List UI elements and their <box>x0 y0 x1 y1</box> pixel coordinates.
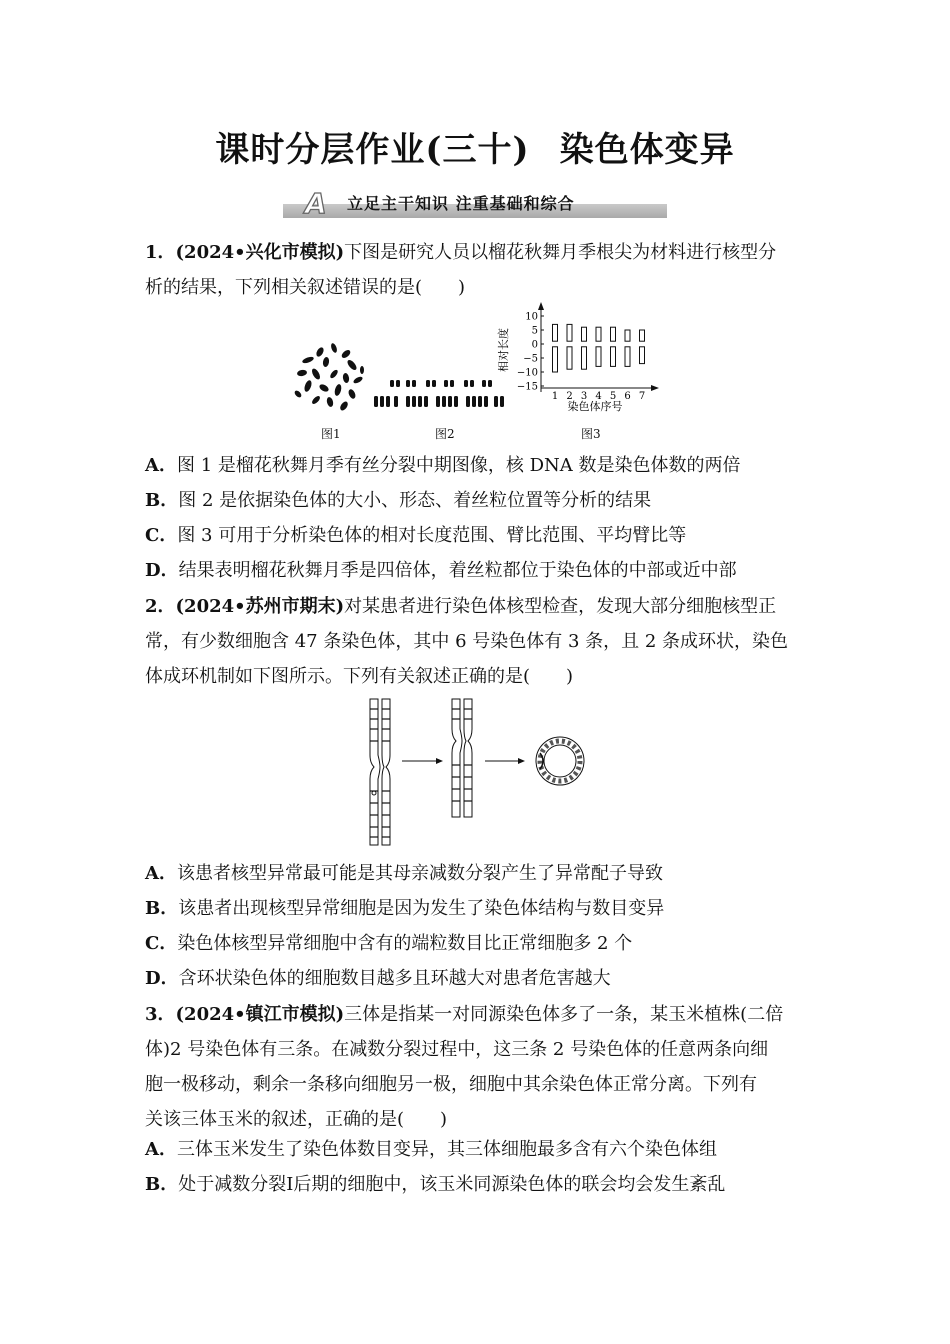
option-text: 含环状染色体的细胞数目越多且环越大对患者危害越大 <box>178 968 611 989</box>
question-text: 体成环机制如下图所示。下列有关叙述正确的是( ) <box>145 666 574 687</box>
title-topic: 染色体变异 <box>559 130 735 170</box>
question-text: 体)2 号染色体有三条。在减数分裂过程中，这三条 2 号染色体的任意两条向细 <box>145 1039 769 1060</box>
y-tick-label: −5 <box>523 353 538 365</box>
x-tick-label: 3 <box>580 391 588 402</box>
question-text: 常，有少数细胞含 47 条染色体，其中 6 号染色体有 3 条，且 2 条成环状，染色 <box>145 631 789 652</box>
option-d <box>145 966 611 992</box>
section-banner <box>283 189 667 221</box>
option-b <box>145 488 651 514</box>
y-tick-label: 0 <box>531 339 538 351</box>
broken-chromosome-left <box>452 699 462 817</box>
bar-long-arm <box>567 347 572 369</box>
x-axis-arrow <box>651 385 659 391</box>
figure-2-caption: 图2 <box>435 427 455 441</box>
option-label: A． <box>145 863 177 884</box>
question-text: 析的结果，下列相关叙述错误的是( ) <box>145 277 466 298</box>
chromosome-right-chromatid <box>382 699 390 845</box>
broken-chromosome-right <box>464 699 472 817</box>
option-d <box>145 558 737 584</box>
x-tick-label: 6 <box>624 391 631 402</box>
question-number: 1． <box>145 242 176 263</box>
x-tick-label: 7 <box>638 391 646 402</box>
y-tick-label: −10 <box>516 367 538 379</box>
option-label: C． <box>145 933 178 954</box>
bar-long-arm <box>625 347 630 367</box>
option-label: B． <box>145 490 179 511</box>
bar-long-arm <box>596 347 601 367</box>
figure-3-chart <box>495 300 670 415</box>
question-text: 关该三体玉米的叙述，正确的是( ) <box>145 1109 448 1130</box>
x-tick-label: 1 <box>551 391 559 402</box>
arrow-2-head <box>518 758 525 764</box>
bar-long-arm <box>553 347 558 372</box>
bar-short-arm <box>625 330 630 341</box>
option-text: 结果表明榴花秋舞月季是四倍体，着丝粒都位于染色体的中部或近中部 <box>178 560 737 581</box>
y-axis-arrow <box>538 302 544 310</box>
title-main: 课时分层作业(三十) <box>215 130 530 170</box>
option-text: 三体玉米发生了染色体数目变异，其三体细胞最多含有六个染色体组 <box>176 1139 717 1160</box>
option-label: A． <box>145 455 177 476</box>
banner-letter: A <box>305 187 327 220</box>
bar-short-arm <box>611 327 616 341</box>
option-text: 处于减数分裂Ⅰ后期的细胞中，该玉米同源染色体的联会均会发生紊乱 <box>178 1174 726 1195</box>
figure-2-karyotype <box>370 376 510 414</box>
y-tick-label: −15 <box>516 381 538 393</box>
ring-chromosome-figure <box>360 695 600 850</box>
y-axis-label: 相对长度 <box>497 328 510 372</box>
question-3-stem <box>145 997 810 1137</box>
option-text: 图 2 是依据染色体的大小、形态、着丝粒位置等分析的结果 <box>178 490 652 511</box>
bar-long-arm <box>611 347 616 367</box>
question-text: 对某患者进行染色体核型检查，发现大部分细胞核型正 <box>344 596 777 617</box>
x-tick-label: 4 <box>595 391 602 402</box>
option-c <box>145 931 632 957</box>
option-label: C． <box>145 525 178 546</box>
question-source: (2024•镇江市模拟) <box>175 1004 345 1025</box>
bar-short-arm <box>596 327 601 341</box>
option-text: 图 3 可用于分析染色体的相对长度范围、臂比范围、平均臂比等 <box>177 525 687 546</box>
option-text: 染色体核型异常细胞中含有的端粒数目比正常细胞多 2 个 <box>177 933 633 954</box>
y-tick-label: 10 <box>525 311 538 323</box>
bar-short-arm <box>640 330 645 341</box>
arrow-1-head <box>436 758 443 764</box>
question-text: 下图是研究人员以榴花秋舞月季根尖为材料进行核型分 <box>344 242 777 263</box>
question-1-stem <box>145 235 810 305</box>
figure-3-caption: 图3 <box>581 427 601 441</box>
x-tick-label: 5 <box>609 391 617 402</box>
bar-short-arm <box>582 327 587 341</box>
chromosome-left-chromatid <box>370 699 380 845</box>
option-c <box>145 523 686 549</box>
question-2-stem <box>145 589 810 694</box>
bar-short-arm <box>567 324 572 341</box>
option-text: 图 1 是榴花秋舞月季有丝分裂中期图像，核 DNA 数是染色体数的两倍 <box>176 455 741 476</box>
option-text: 该患者核型异常最可能是其母亲减数分裂产生了异常配子导致 <box>176 863 663 884</box>
option-label: B． <box>145 1174 179 1195</box>
option-b <box>145 1172 725 1198</box>
option-a <box>145 453 741 479</box>
ring-chromosome <box>536 737 584 785</box>
option-b <box>145 896 664 922</box>
option-label: A． <box>145 1139 177 1160</box>
option-label: B． <box>145 898 179 919</box>
question-source: (2024•苏州市期末) <box>175 596 345 617</box>
x-tick-label: 2 <box>566 391 573 402</box>
question-source: (2024•兴化市模拟) <box>175 242 345 263</box>
question-text: 三体是指某一对同源染色体多了一条，某玉米植株(二倍 <box>344 1004 784 1025</box>
question-number: 2． <box>145 596 176 617</box>
option-label: D． <box>145 560 179 581</box>
bar-long-arm <box>640 347 645 364</box>
y-tick-label: 5 <box>531 325 538 337</box>
figure-1-caption: 图1 <box>321 427 341 441</box>
bar-long-arm <box>582 347 587 369</box>
question-number: 3． <box>145 1004 176 1025</box>
banner-text: 立足主干知识 注重基础和综合 <box>347 194 575 213</box>
option-label: D． <box>145 968 179 989</box>
x-axis-label: 染色体序号 <box>567 400 623 413</box>
option-text: 该患者出现核型异常细胞是因为发生了染色体结构与数目变异 <box>178 898 665 919</box>
option-a <box>145 861 663 887</box>
bar-short-arm <box>553 324 558 341</box>
page-title <box>0 122 950 171</box>
question-text: 胞一极移动，剩余一条移向细胞另一极，细胞中其余染色体正常分离。下列有 <box>145 1074 757 1095</box>
figure-1-metaphase-spread <box>290 340 380 415</box>
option-a <box>145 1137 717 1163</box>
